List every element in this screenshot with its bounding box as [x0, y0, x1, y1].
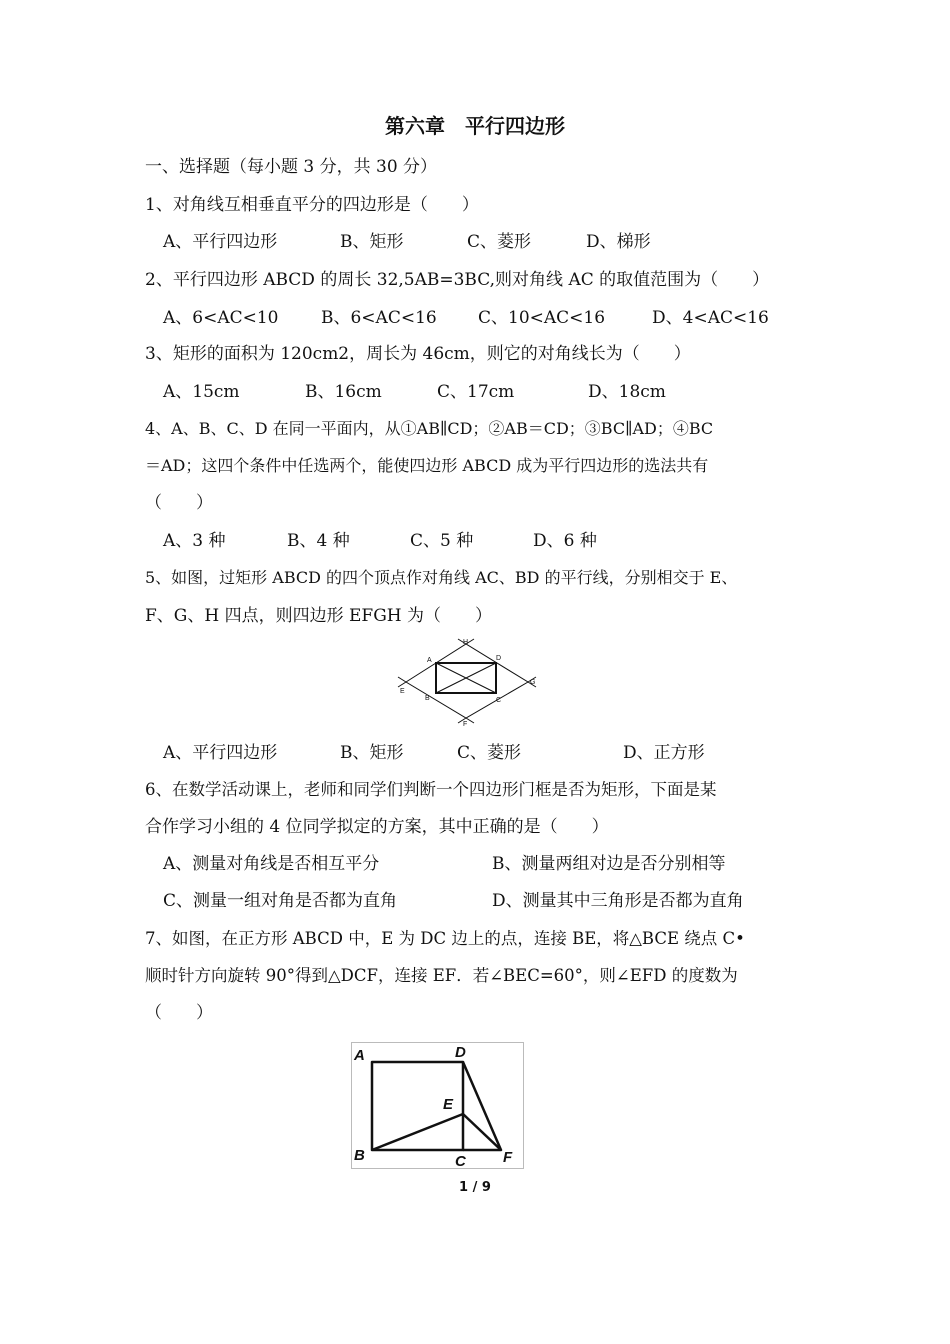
- page-number: 1 / 9: [459, 1180, 491, 1195]
- square-rotation-figure: [351, 1042, 524, 1169]
- question-7-line-2: 顺时针方向旋转 90°得到△DCF，连接 EF．若∠BEC=60°，则∠EFD 的度数为: [145, 966, 738, 985]
- fig7-label-b: B: [354, 1147, 365, 1164]
- fig5-label-f: F: [463, 721, 468, 728]
- question-4-line-1: 4、A、B、C、D 在同一平面内，从①AB∥CD；②AB＝CD；③BC∥AD；④BC: [145, 419, 714, 438]
- q3-option-b: B、16cm: [305, 382, 382, 402]
- q5-option-d: D、正方形: [623, 743, 705, 763]
- q3-option-d: D、18cm: [588, 382, 666, 402]
- fig5-label-g: G: [530, 679, 536, 686]
- question-7-line-3: （ ）: [145, 1003, 213, 1023]
- fig7-label-f: F: [503, 1149, 513, 1166]
- q6-option-c: C、测量一组对角是否都为直角: [163, 891, 398, 911]
- q1-option-b: B、矩形: [340, 232, 404, 252]
- fig5-label-h: H: [463, 639, 469, 646]
- question-4-line-3: （ ）: [145, 493, 213, 513]
- q2-option-c: C、10<AC<16: [478, 308, 606, 328]
- q2-option-a: A、6<AC<10: [163, 308, 279, 328]
- fig7-label-a: A: [354, 1047, 365, 1064]
- question-6-line-1: 6、在数学活动课上，老师和同学们判断一个四边形门框是否为矩形，下面是某: [145, 780, 717, 799]
- fig5-label-a: A: [427, 657, 432, 664]
- q1-option-d: D、梯形: [586, 232, 651, 252]
- fig7-label-c: C: [455, 1153, 466, 1169]
- q5-option-c: C、菱形: [457, 743, 522, 763]
- q4-option-d: D、6 种: [533, 531, 597, 551]
- fig7-label-e: E: [443, 1096, 454, 1113]
- q1-option-a: A、平行四边形: [163, 232, 278, 252]
- fig5-label-c: C: [496, 697, 502, 704]
- fig5-label-b: B: [425, 695, 430, 702]
- q4-option-c: C、5 种: [410, 531, 474, 551]
- q5-option-b: B、矩形: [340, 743, 404, 763]
- question-5-line-1: 5、如图，过矩形 ABCD 的四个顶点作对角线 AC、BD 的平行线，分别相交于 E、: [145, 568, 738, 587]
- q6-option-a: A、测量对角线是否相互平分: [163, 854, 380, 874]
- section-heading: 一、选择题（每小题 3 分，共 30 分）: [145, 157, 438, 177]
- q5-option-a: A、平行四边形: [163, 743, 278, 763]
- fig7-label-d: D: [455, 1044, 466, 1061]
- q2-option-d: D、4<AC<16: [652, 308, 769, 328]
- q3-option-c: C、17cm: [437, 382, 515, 402]
- question-6-line-2: 合作学习小组的 4 位同学拟定的方案，其中正确的是（ ）: [145, 817, 609, 837]
- question-4-line-2: ＝AD；这四个条件中任选两个，能使四边形 ABCD 成为平行四边形的选法共有: [145, 456, 709, 475]
- rhombus-figure: [390, 636, 540, 728]
- question-3-stem: 3、矩形的面积为 120cm2，周长为 46cm，则它的对角线长为（ ）: [145, 344, 691, 364]
- q4-option-a: A、3 种: [163, 531, 226, 551]
- question-5-line-2: F、G、H 四点，则四边形 EFGH 为（ ）: [145, 606, 493, 626]
- question-7-line-1: 7、如图，在正方形 ABCD 中，E 为 DC 边上的点，连接 BE，将△BCE 绕点 C•: [145, 929, 745, 948]
- fig5-label-e: E: [400, 688, 405, 695]
- question-2-stem: 2、平行四边形 ABCD 的周长 32,5AB=3BC,则对角线 AC 的取值范围为（ ）: [145, 270, 770, 290]
- q6-option-b: B、测量两组对边是否分别相等: [492, 854, 726, 874]
- q6-option-d: D、测量其中三角形是否都为直角: [492, 891, 744, 911]
- question-1-stem: 1、对角线互相垂直平分的四边形是（ ）: [145, 195, 479, 215]
- q1-option-c: C、菱形: [467, 232, 532, 252]
- chapter-title: 第六章 平行四边形: [385, 114, 565, 138]
- q2-option-b: B、6<AC<16: [321, 308, 437, 328]
- q4-option-b: B、4 种: [287, 531, 350, 551]
- fig5-label-d: D: [496, 655, 502, 662]
- q3-option-a: A、15cm: [163, 382, 240, 402]
